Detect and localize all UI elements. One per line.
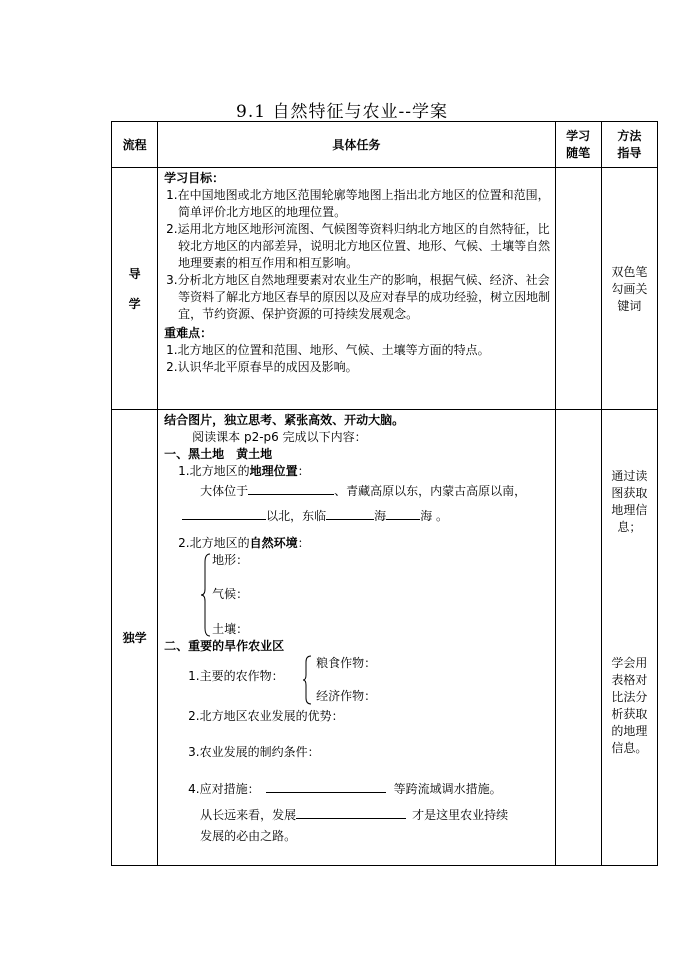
crops-food: 粮食作物： — [316, 656, 377, 670]
left-brace-icon — [302, 655, 312, 705]
crops-label: 1.主要的农作物： — [188, 669, 284, 683]
header-process: 流程 — [112, 122, 158, 168]
self-read-instruction: 阅读课本 p2-p6 完成以下内容： — [192, 430, 367, 444]
env-climate: 气候： — [212, 587, 249, 601]
q1-line2-c: 海 。 — [420, 509, 449, 523]
objectives-heading: 学习目标： — [164, 171, 225, 185]
guide-process-char1: 导 — [128, 266, 141, 281]
longterm-b: 才是这里农业持续 — [412, 808, 509, 822]
q1-suffix: ： — [297, 464, 310, 478]
self-notes-cell — [555, 410, 601, 866]
objective-3: 3.分析北方地区自然地理要素对农业生产的影响，根据气候、经济、社会等资料了解北方地区春旱的原因以及应对春旱的成功经验，树立因地制宜，节约资源、保护资源的可持续发展观念。 — [166, 273, 551, 321]
guide-method-text: 双色笔勾画关键词 — [611, 265, 648, 313]
header-notes-line1: 学习 — [566, 128, 591, 143]
q1-bold: 地理位置 — [249, 464, 298, 478]
header-task: 具体任务 — [158, 122, 555, 168]
blank-position-2[interactable] — [182, 507, 266, 520]
self-method-2: 学会用表格对比法分析获取的地理信息。 — [611, 656, 648, 755]
q1-line2-a: 以北，东临 — [266, 509, 327, 523]
header-method-line1: 方法 — [617, 128, 642, 143]
self-process-cell — [112, 410, 158, 866]
key-point-2: 2.认识华北平原春旱的成因及影响。 — [166, 360, 358, 374]
blank-position-1[interactable] — [248, 482, 334, 495]
q1-line1-b: 、青藏高原以东，内蒙古高原以南， — [334, 484, 527, 498]
self-method-1: 通过读图获取地理信息； — [611, 469, 648, 534]
self-task-cell — [158, 410, 555, 866]
self-intro: 结合图片，独立思考、紧张高效、开动大脑。 — [164, 413, 405, 427]
objective-2: 2.运用北方地区地形河流图、气候图等资料归纳北方地区的自然特征，比较北方地区的内部差异，说明北方地区位置、地形、气候、土壤等自然地理要素的相互作用和相互影响。 — [166, 222, 551, 270]
section-2-heading: 二、重要的旱作农业区 — [164, 639, 285, 653]
section-1-heading: 一、黑土地 黄土地 — [164, 447, 273, 461]
longterm-line1 — [164, 806, 550, 824]
blank-longterm[interactable] — [296, 806, 406, 819]
measures-a: 4.应对措施： — [188, 782, 260, 796]
q2-heading — [164, 535, 550, 552]
header-notes — [555, 122, 601, 168]
q2-suffix: ： — [297, 536, 310, 550]
q1-prefix: 1.北方地区的 — [178, 464, 250, 478]
page-title: 9.1 自然特征与农业--学案 — [236, 102, 448, 122]
worksheet-table — [111, 121, 658, 866]
guide-process-char2: 学 — [128, 296, 141, 311]
q2-bold: 自然环境 — [249, 536, 298, 550]
blank-measures[interactable] — [266, 780, 386, 793]
self-process-label: 独学 — [122, 631, 147, 645]
header-row — [112, 122, 658, 168]
q1-line2 — [164, 507, 550, 525]
q1-line1-a: 大体位于 — [200, 484, 249, 498]
guide-task-cell — [158, 168, 555, 410]
longterm-a: 从长远来看，发展 — [200, 808, 297, 822]
q1-heading — [164, 463, 550, 480]
env-soil: 土壤： — [212, 622, 249, 636]
q2-prefix: 2.北方地区的 — [178, 536, 250, 550]
self-method-cell — [601, 410, 657, 866]
guide-process-cell — [112, 168, 158, 410]
q1-line1 — [164, 482, 550, 500]
objective-1: 1.在中国地图或北方地区范围轮廓等地图上指出北方地区的位置和范围，简单评价北方地区的地理位置。 — [166, 188, 550, 219]
blank-sea-2[interactable] — [386, 507, 420, 520]
guide-method-cell — [601, 168, 657, 410]
header-notes-line2: 随笔 — [566, 145, 591, 160]
blank-sea-1[interactable] — [326, 507, 374, 520]
crops-group — [164, 655, 550, 705]
guide-row — [112, 168, 658, 410]
env-terrain: 地形： — [212, 553, 249, 567]
longterm-line2: 发展的必由之路。 — [200, 829, 297, 843]
measures-b: 等跨流域调水措施。 — [393, 782, 502, 796]
measures — [164, 780, 550, 798]
environment-group — [164, 552, 550, 638]
key-point-1: 1.北方地区的位置和范围、地形、气候、土壤等方面的特点。 — [166, 343, 490, 357]
crops-cash: 经济作物： — [316, 689, 377, 703]
self-study-row — [112, 410, 658, 866]
key-points-heading: 重难点： — [164, 326, 213, 340]
q1-line2-b: 海 — [374, 509, 387, 523]
header-method — [601, 122, 657, 168]
limitations: 3.农业发展的制约条件： — [188, 745, 320, 759]
left-brace-icon — [200, 552, 212, 638]
guide-notes-cell — [555, 168, 601, 410]
advantages: 2.北方地区农业发展的优势： — [188, 709, 344, 723]
header-method-line2: 指导 — [617, 145, 642, 160]
